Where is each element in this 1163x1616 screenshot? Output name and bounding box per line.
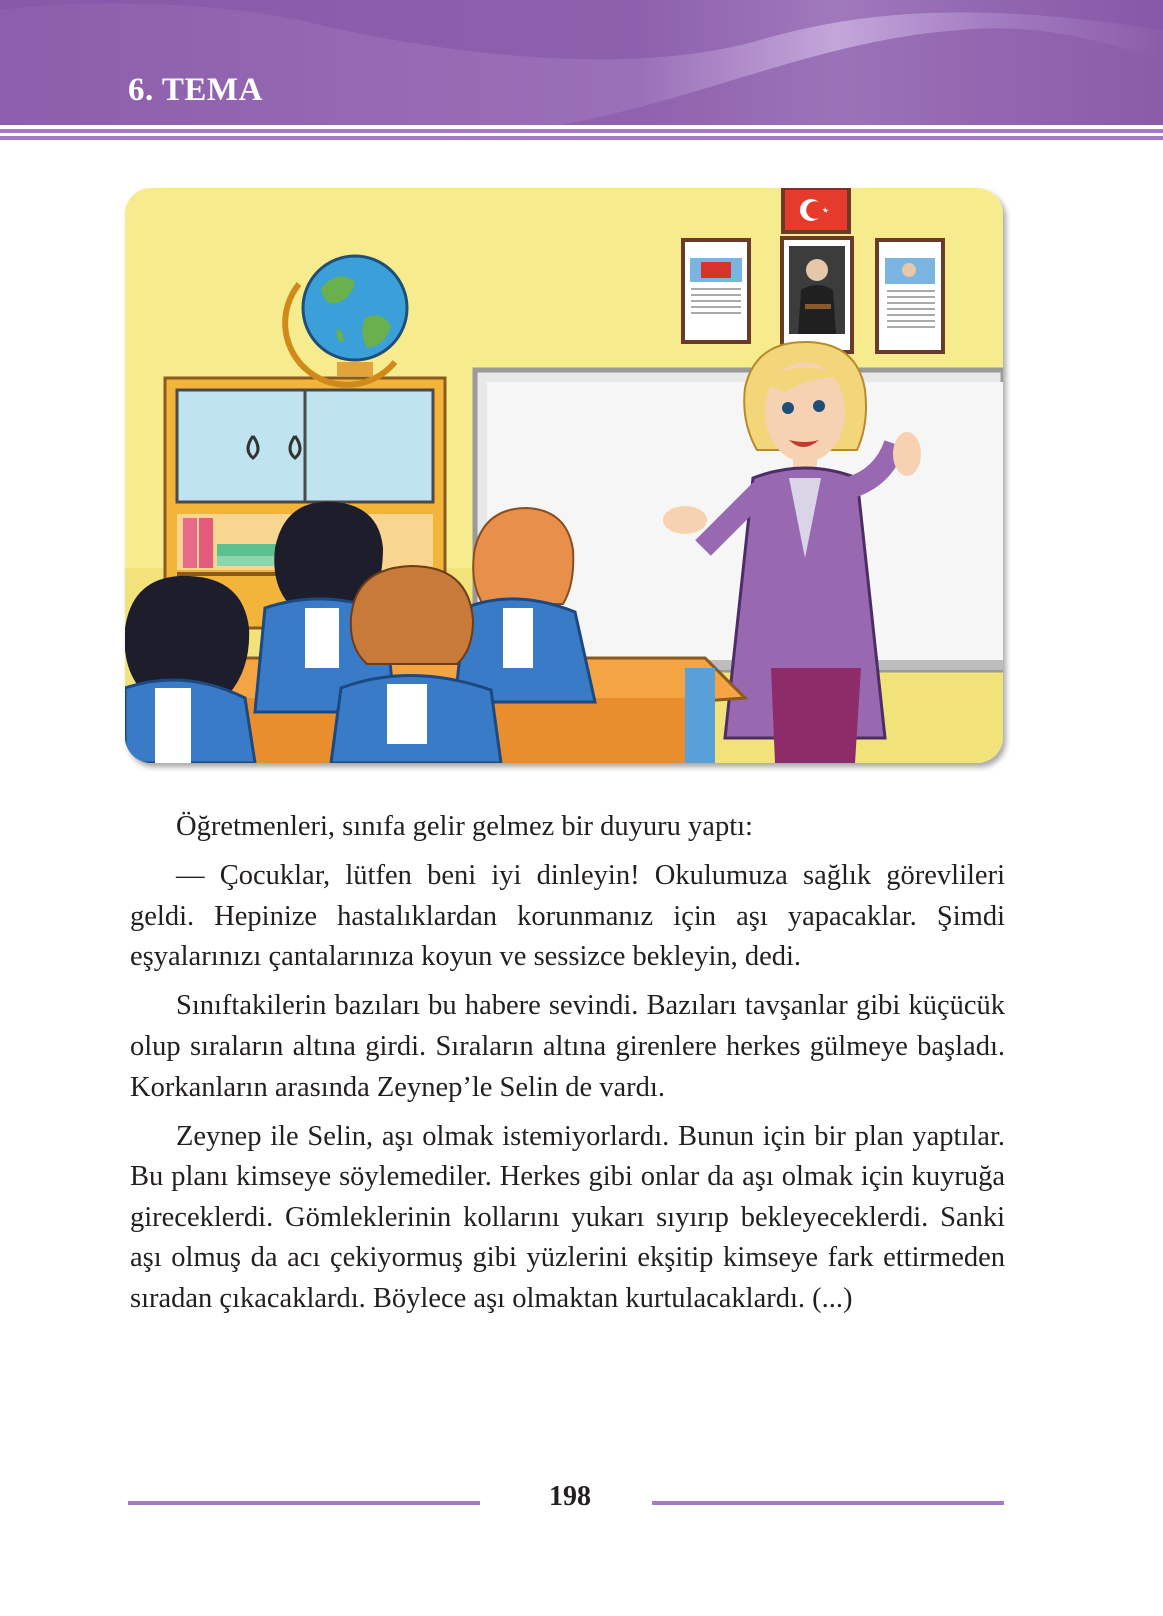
wall-frames — [683, 238, 943, 352]
theme-label: 6. TEMA — [128, 72, 263, 108]
page-footer — [0, 1480, 1163, 1520]
page-number: 198 — [549, 1481, 591, 1512]
paragraph: Öğretmenleri, sınıfa gelir gelmez bir duyuru yaptı: — [176, 811, 753, 842]
classroom-illustration — [125, 188, 1003, 763]
story-text — [130, 807, 1005, 1328]
paragraph: Zeynep ile Selin, aşı olmak istemiyorlardı. Bunun için bir plan yaptılar. Bu planı kimseye söylemediler. Herkes gibi onlar da aşı olmak için kuyruğa gireceklerdi. Gömleklerinin kollarını yukarı sıyırıp bekleyeceklerdi. Sanki aşı olmuş da acı çekiyormuş gibi yüzlerini ekşitip kimseye fark ettirmeden sıradan çıkacaklardı. Böylece aşı olmaktan kurtulacaklardı. (...) — [130, 1120, 1005, 1315]
footer-rule-left — [128, 1501, 480, 1505]
turkish-flag — [783, 188, 849, 232]
paragraph: Sınıftakilerin bazıları bu habere sevindi. Bazıları tavşanlar gibi küçücük olup sıraların altına girdi. Sıraların altına girenlere herkes gülmeye başladı. Korkanların arasında Zeynep’le Selin de vardı. — [130, 990, 1005, 1103]
page-header — [0, 0, 1163, 150]
footer-rule-right — [652, 1501, 1004, 1505]
paragraph: — Çocuklar, lütfen beni iyi dinleyin! Okulumuza sağlık görevlileri geldi. Hepinize hastalıklardan korunmanız için aşı yapacaklar. Şimdi eşyalarınızı çantalarınıza koyun ve sessizce bekleyin, dedi. — [130, 860, 1005, 973]
